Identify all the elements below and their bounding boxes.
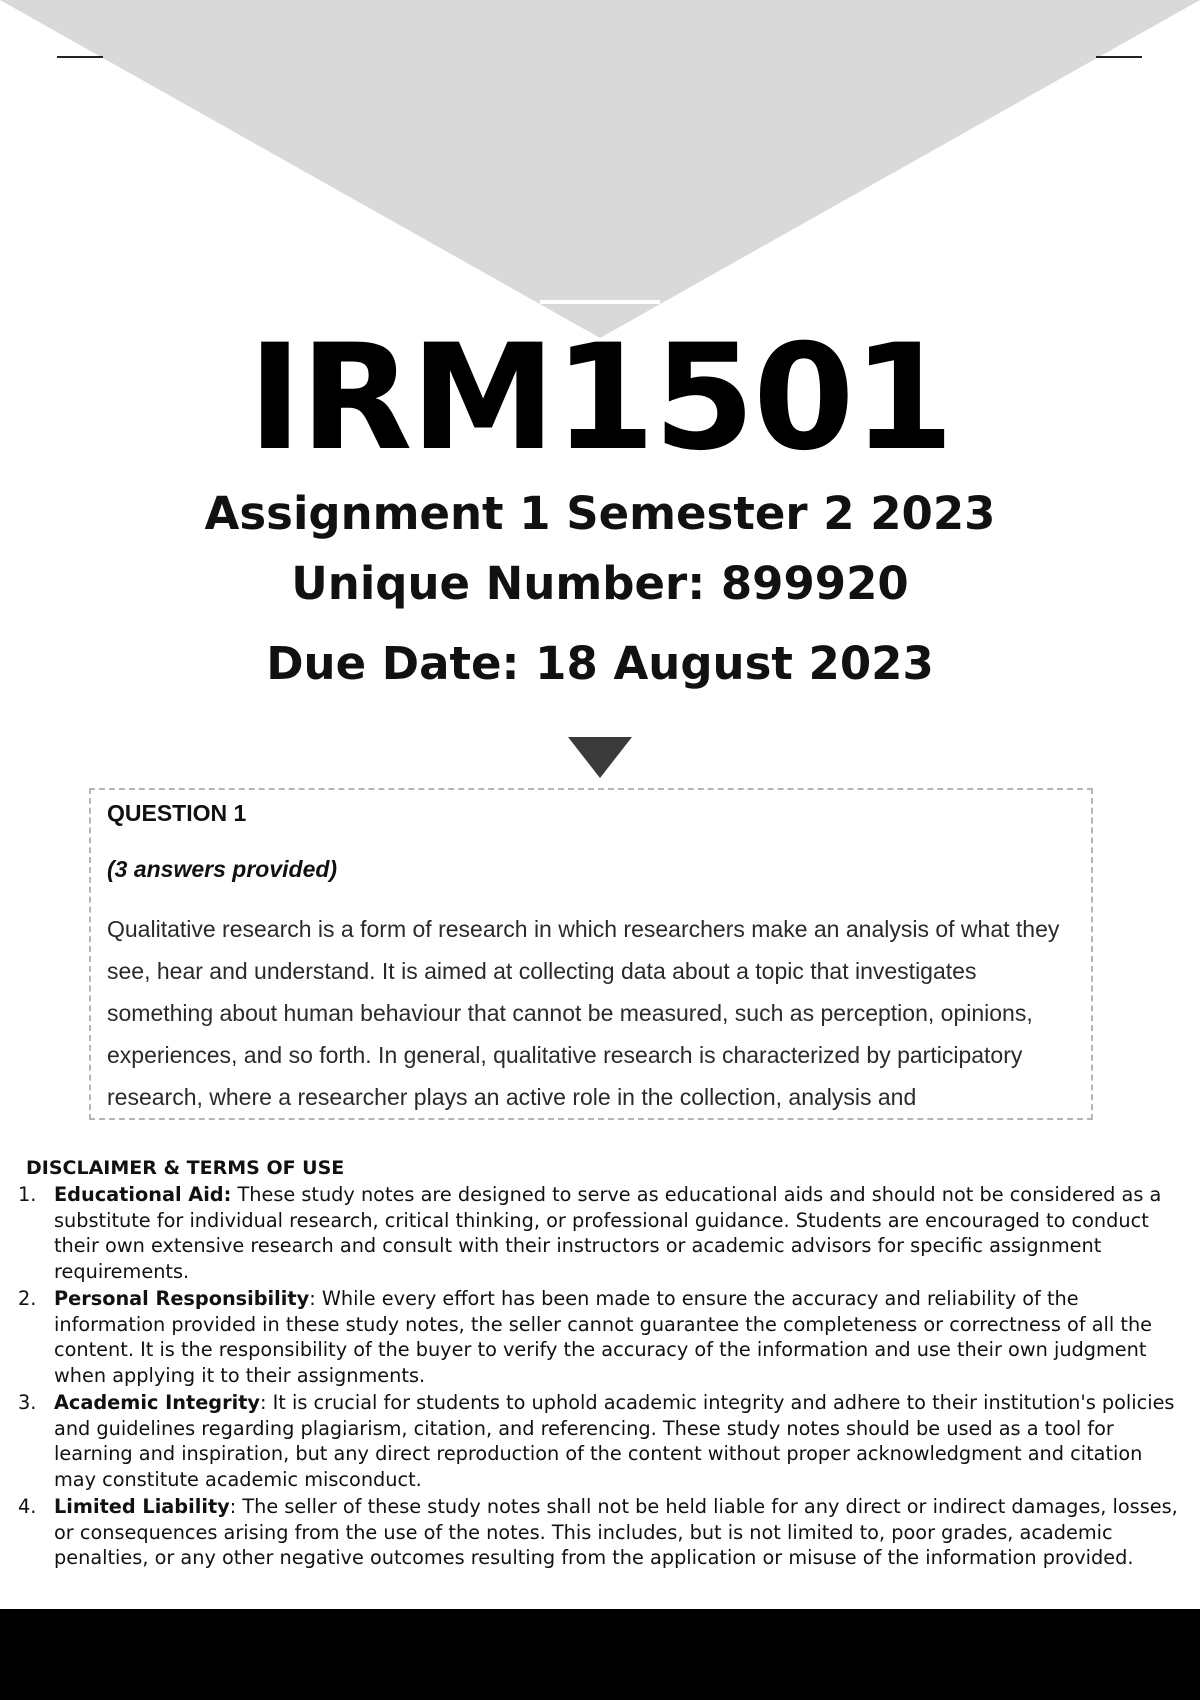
due-date: Due Date: 18 August 2023 <box>266 637 934 690</box>
disclaimer-item-heading: Personal Responsibility <box>54 1287 310 1310</box>
question-body-text: Qualitative research is a form of research in which researchers make an analysis of what they see, hear and understand. It is aimed at collecting data about a topic that investigates something about human behaviour that cannot be measured, such as perception, opinions, experiences, and so forth. In general, qualitative research is characterized by participatory research, where a researcher plays an active role in the collection, analysis and <box>107 916 1060 1110</box>
disclaimer-item-heading: Limited Liability <box>54 1495 230 1518</box>
header-banner-graphic <box>0 0 1200 340</box>
disclaimer-item-limited-liability <box>0 1494 1200 1571</box>
course-code-title: IRM1501 <box>247 313 953 483</box>
disclaimer-item-number: 3. <box>18 1391 37 1414</box>
down-arrow-icon <box>568 737 632 778</box>
disclaimer-item-text: These study notes are designed to serve as educational aids and should not be considered as a substitute for individual research, critical thinking, or professional guidance. Students are encouraged to conduct their own extensive research and consult with their instructors or academic advisors for specific assignment requirements. <box>54 1183 1162 1283</box>
disclaimer-item-number: 1. <box>18 1183 37 1206</box>
footer-black-bar <box>0 1609 1200 1700</box>
disclaimer-item-educational-aid <box>0 1182 1200 1284</box>
answers-provided-note: (3 answers provided) <box>107 856 338 882</box>
unique-number: Unique Number: 899920 <box>291 557 909 610</box>
banner-chevron-shape <box>0 0 1200 338</box>
disclaimer-title: DISCLAIMER & TERMS OF USE <box>26 1157 345 1179</box>
disclaimer-item-heading: Academic Integrity <box>54 1391 260 1414</box>
assignment-subtitle: Assignment 1 Semester 2 2023 <box>204 487 996 540</box>
disclaimer-item-text: : The seller of these study notes shall not be held liable for any direct or indirect damages, losses, or consequences arising from the use of the notes. This includes, but is not limited to, poor grades, academic penalties, or any other negative outcomes resulting from the application or misuse of the information provided. <box>54 1495 1178 1569</box>
banner-notch <box>540 300 660 304</box>
disclaimer-item-text: : It is crucial for students to uphold academic integrity and adhere to their institution's policies and guidelines regarding plagiarism, citation, and referencing. These study notes should be used as a tool for learning and inspiration, but any direct reproduction of the content without proper acknowledgment and citation may constitute academic misconduct. <box>54 1391 1175 1491</box>
disclaimer-item-number: 2. <box>18 1287 37 1310</box>
disclaimer-item-text: : While every effort has been made to ensure the accuracy and reliability of the information provided in these study notes, the seller cannot guarantee the completeness or correctness of all the content. It is the responsibility of the buyer to verify the accuracy of the information and use their own judgment when applying it to their assignments. <box>54 1287 1153 1387</box>
disclaimer-item-personal-responsibility <box>0 1286 1200 1388</box>
question-title: QUESTION 1 <box>107 800 247 826</box>
corner-rule-left <box>57 56 103 58</box>
disclaimer-item-heading: Educational Aid: <box>54 1183 232 1206</box>
question-preview-box <box>89 788 1093 1120</box>
disclaimer-item-academic-integrity <box>0 1390 1200 1492</box>
corner-rule-right <box>1096 56 1142 58</box>
disclaimer-list <box>0 1182 1200 1573</box>
disclaimer-item-number: 4. <box>18 1495 37 1518</box>
